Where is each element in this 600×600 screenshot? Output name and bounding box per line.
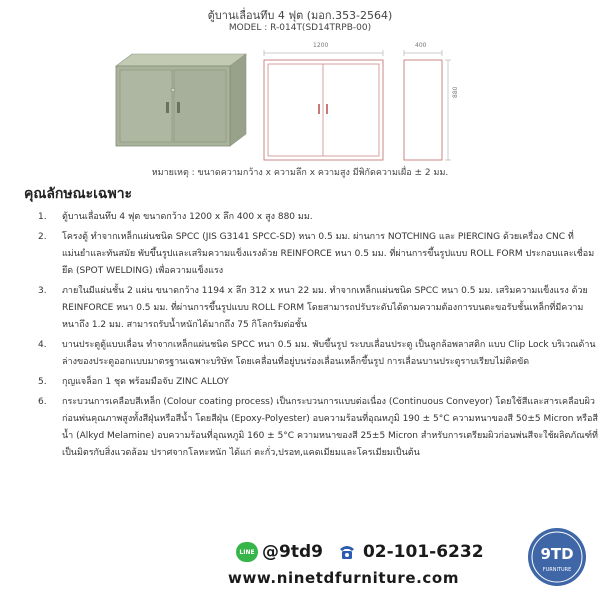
phone-icon	[337, 542, 357, 562]
width-dimension-label: 1200	[313, 42, 329, 49]
feature-item: 6. กระบวนการเคลือบสีเหล็ก (Colour coating process) เป็นกระบวนการแบบต่อเนื่อง (Continuous Conveyor) โดยใช้สีและสารเคลือบผิวก่อนพ่นคุณภาพสูงทั้งสีฝุ่นหรือสีน้ำ โดยสีฝุ่น (Epoxy-Polyester) อบความร้อนที่อุณหภูมิ 190 ± 5°C ความหนาของสี 50±5 Micron หรือสีน้ำ (Alkyd Melamine) อบความร้อนที่อุณหภูมิ 160 ± 5°C ความหนาของสี 25±5 Micron สำหรับการเตรียมผิวก่อนพ่นสีจะใช้ผลิตภัณฑ์ที่เป็นมิตรกับสิ่งแวดล้อม ปราศจากโลหะหนัก ได้แก่ ตะกั่ว,ปรอท,แคดเมียมและโครเมียมเป็นต้น	[38, 397, 598, 458]
line-id[interactable]: @9td9	[262, 542, 323, 562]
model-number: MODEL : R-014T(SD14TRPB-00)	[228, 23, 372, 33]
svg-text:9TD: 9TD	[540, 545, 574, 563]
feature-item: 3. ภายในมีแผ่นชั้น 2 แผ่น ขนาดกว้าง 1194 x ลึก 312 x หนา 22 มม. ทำจากเหล็กแผ่นชนิด SPCC หนา 0.5 มม. เสริมความแข็งแรง ด้วย REINFORCE หนา 0.5 มม. ที่ผ่านการขึ้นรูปแบบ ROLL FORM โดยสามารถปรับระดับได้ตามความต้องการบนตะขอรับชั้นเหล็กที่มีความหนาถึง 1.2 มม. สามารถรับน้ำหนักได้มากถึง 75 กิโลกรัมต่อชั้น	[38, 286, 588, 330]
front-view-drawing	[262, 50, 385, 162]
side-view-drawing	[402, 50, 454, 162]
product-title: ตู้บานเลื่อนทึบ 4 ฟุต (มอก.353-2564)	[207, 9, 393, 22]
feature-item: 2. โครงตู้ ทำจากเหล็กแผ่นชนิด SPCC (JIS G3141 SPCC-SD) หนา 0.5 มม. ผ่านการ NOTCHING และ PIERCING ด้วยเครื่อง CNC ที่แม่นยำและทันสมัย พับขึ้นรูปและเสริมความแข็งแรงด้วย REINFORCE หนา 0.5 มม. ที่ผ่านการขึ้นรูปแบบ ROLL FORM ประกอบและเชื่อมยึด (SPOT WELDING) เพื่อความแข็งแรง	[38, 232, 595, 276]
feature-item: 1. ตู้บานเลื่อนทึบ 4 ฟุต ขนาดกว้าง 1200 x ลึก 400 x สูง 880 มม.	[38, 212, 313, 222]
features-heading: คุณลักษณะเฉพาะ	[24, 186, 133, 202]
cabinet-photo	[112, 50, 250, 148]
features-list	[38, 209, 598, 465]
svg-text:FURNITURE: FURNITURE	[542, 567, 572, 573]
ninetd-logo	[527, 527, 587, 587]
phone-number[interactable]: 02-101-6232	[362, 542, 484, 562]
height-dimension-label: 880	[452, 86, 459, 98]
feature-item: 5. กุญแจล็อก 1 ชุด พร้อมมือจับ ZINC ALLOY	[38, 377, 229, 387]
feature-item: 4. บานประตูตู้แบบเลื่อน ทำจากเหล็กแผ่นชนิด SPCC หนา 0.5 มม. พับขึ้นรูป ระบบเลื่อนประตู เป็นลูกล้อพลาสติก แบบ Clip Lock บริเวณด้านล่างของประตูออกแบบมาตรฐานเฉพาะบริษัท โดยเคลื่อนที่อยู่บนร่องเลื่อนเหล็กขึ้นรูป การเลื่อนบานประตูราบเรียบไม่ติดขัด	[38, 340, 596, 367]
line-app-icon[interactable]: LINE	[236, 542, 258, 562]
tolerance-note: หมายเหตุ : ขนาดความกว้าง x ความลึก x ความสูง มีพิกัดความเผื่อ ± 2 มม.	[151, 168, 449, 178]
website-link[interactable]: www.ninetdfurniture.com	[228, 569, 460, 587]
contact-row	[236, 540, 484, 564]
depth-dimension-label: 400	[415, 42, 427, 49]
